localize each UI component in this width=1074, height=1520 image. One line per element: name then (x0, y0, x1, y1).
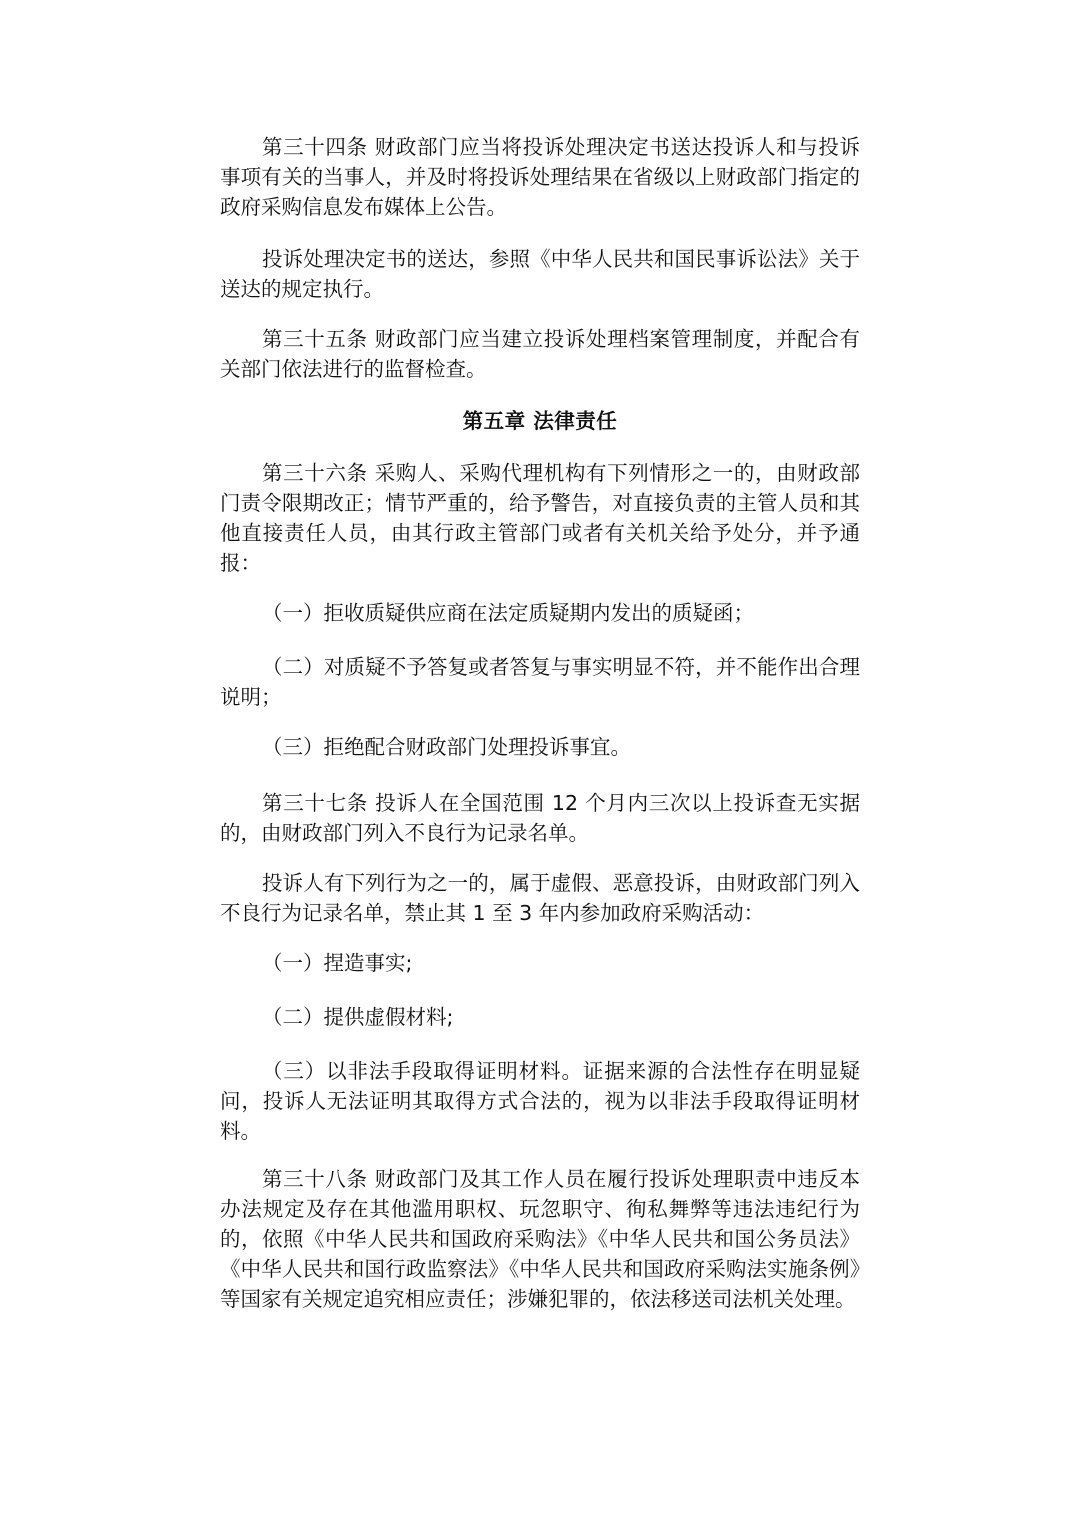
article-37-false-complaint-paragraph: 投诉人有下列行为之一的，属于虚假、恶意投诉，由财政部门列入不良行为记录名单，禁止其 1 至 3 年内参加政府采购活动： (220, 871, 860, 925)
article-36-item-1: （一）拒收质疑供应商在法定质疑期内发出的质疑函； (262, 601, 754, 625)
article-36-item-2: （二）对质疑不予答复或者答复与事实明显不符，并不能作出合理说明； (220, 655, 860, 709)
article-35-paragraph: 第三十五条 财政部门应当建立投诉处理档案管理制度，并配合有关部门依法进行的监督检查。 (220, 327, 860, 381)
article-34-paragraph: 第三十四条 财政部门应当将投诉处理决定书送达投诉人和与投诉事项有关的当事人，并及时将投诉处理结果在省级以上财政部门指定的政府采购信息发布媒体上公告。 (220, 135, 860, 219)
article-38-paragraph: 第三十八条 财政部门及其工作人员在履行投诉处理职责中违反本办法规定及存在其他滥用职权、玩忽职守、徇私舞弊等违法违纪行为的，依照《中华人民共和国政府采购法》《中华人民共和国公务员法》《中华人民共和国行政监察法》《中华人民共和国政府采购法实施条例》等国家有关规定追究相应责任；涉嫌犯罪的，依法移送司法机关处理。 (220, 1167, 860, 1311)
article-37-item-3: （三）以非法手段取得证明材料。证据来源的合法性存在明显疑问，投诉人无法证明其取得方式合法的，视为以非法手段取得证明材料。 (220, 1059, 860, 1143)
article-36-paragraph: 第三十六条 采购人、采购代理机构有下列情形之一的，由财政部门责令限期改正；情节严重的，给予警告，对直接负责的主管人员和其他直接责任人员，由其行政主管部门或者有关机关给予处分，并予通报： (220, 461, 860, 575)
article-36-item-3: （三）拒绝配合财政部门处理投诉事宜。 (262, 735, 631, 759)
article-37-item-2: （二）提供虚假材料; (262, 1005, 454, 1029)
article-37-item-1: （一）捏造事实; (262, 951, 413, 975)
article-34-delivery-paragraph: 投诉处理决定书的送达，参照《中华人民共和国民事诉讼法》关于送达的规定执行。 (220, 247, 860, 301)
article-37-paragraph: 第三十七条 投诉人在全国范围 12 个月内三次以上投诉查无实据的，由财政部门列入不良行为记录名单。 (220, 791, 860, 845)
chapter-5-title: 第五章 法律责任 (462, 409, 618, 433)
